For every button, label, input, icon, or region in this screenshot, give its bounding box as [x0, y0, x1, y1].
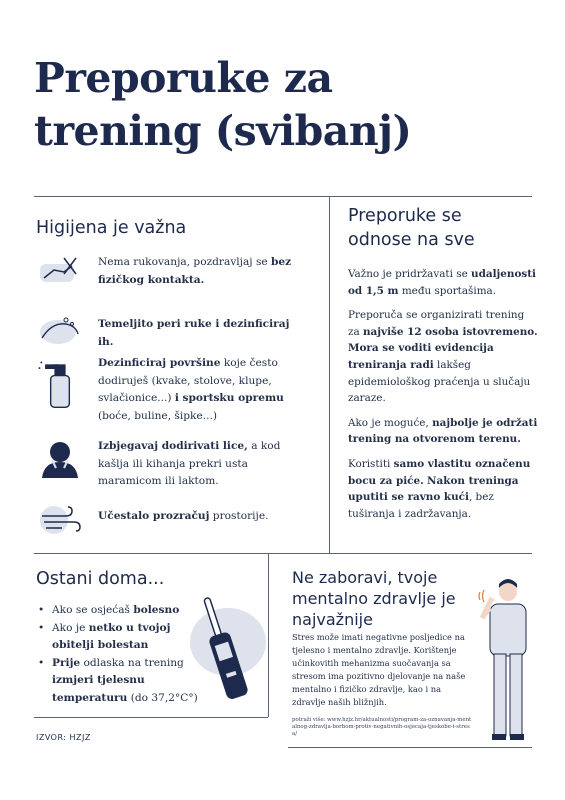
hygiene-item-disinfect — [36, 355, 306, 425]
hygiene-item-ventilate — [36, 500, 306, 540]
general-paragraph: Koristiti samo vlastitu označenu bocu za piće. Nakon treninga uputiti se ravno kući, bez tuširanja i zadržavanja. — [348, 457, 531, 520]
general-paragraph: Važno je pridržavati se udaljenosti od 1,5 m među sportašima. — [348, 268, 536, 297]
mental-link[interactable]: potraži više: www.hzjz.hr/aktualnosti/program-za-oznavanja-mentalnog-zdravlja-borbom-protiv-negativnih-osjecaja-tjeskobe-i-stresa/ — [292, 717, 472, 737]
divider-middle — [34, 553, 532, 554]
list-item: • Ako se osjećaš bolesno — [38, 602, 208, 620]
page-title: Preporuke za trening (svibanj) — [34, 54, 412, 155]
mental-heading-line1: Ne zaboravi, tvoje — [292, 568, 438, 587]
face-touch-icon — [36, 438, 84, 478]
hygiene-text-handshake: Nema rukovanja, pozdravljaj se bez fizičkog kontakta. — [98, 256, 292, 286]
mental-heading-line2: mentalno zdravlje je — [292, 589, 456, 608]
mental-heading-line3: najvažnije — [292, 610, 373, 629]
person-on-phone-icon — [478, 578, 538, 748]
general-recommendations — [348, 266, 538, 530]
general-paragraph: Preporuča se organizirati trening za najviše 12 osoba istovremeno. Mora se voditi evidencija treniranja radi lakšeg epidemiološkog praćenja u slučaju zaraze. — [348, 309, 538, 405]
general-paragraph: Ako je moguće, najbolje je održati trening na otvorenom terenu. — [348, 416, 538, 446]
mental-text: Stres može imati negativne posljedice na tjelesno i mentalno zdravlje. Korištenje učinkovitih mehanizma suočavanja sa stresom ima pozitivno djelovanje na naše mentalno i fizičko zdravlje, kao i na zdravlje naših bližnjih. — [292, 632, 466, 707]
list-item: • Prije odlaska na trening izmjeri tjelesnu temperaturu (do 37,2°C°) — [38, 655, 208, 708]
no-handshake-icon — [36, 254, 84, 294]
hygiene-item-face — [36, 438, 306, 491]
divider-top — [34, 196, 532, 197]
hygiene-item-handshake — [36, 254, 306, 294]
general-heading — [348, 204, 475, 252]
divider-bottom-left — [34, 717, 268, 718]
general-heading-line1: Preporuke se — [348, 206, 462, 226]
hygiene-item-handwash — [36, 312, 306, 352]
list-item: • Ako je netko u tvojoj obitelji bolestan — [38, 620, 208, 655]
divider-vertical-bottom — [268, 553, 269, 717]
general-heading-line2: odnose na sve — [348, 230, 475, 250]
handwash-icon — [36, 312, 84, 352]
hygiene-text-handwash: Temeljito peri ruke i dezinficiraj ih. — [98, 318, 290, 348]
source-label: IZVOR: HZJZ — [36, 733, 91, 742]
stay-home-heading: Ostani doma... — [36, 569, 165, 589]
hygiene-text-disinfect: Dezinficiraj površine koje često dodiruješ (kvake, stolove, klupe, svlačionice...) i sportsku opremu (boće, buline, šipke...) — [98, 357, 284, 422]
thermometer-icon — [188, 588, 268, 708]
hygiene-text-ventilate: Učestalo prozračuj prostorije. — [98, 510, 269, 522]
mental-heading — [292, 567, 456, 630]
hygiene-text-face: Izbjegavaj dodirivati lice, a kod kašlja ili kihanja prekri usta maramicom ili laktom. — [98, 440, 281, 487]
wind-icon — [36, 500, 84, 540]
stay-home-list — [38, 602, 208, 707]
divider-vertical-top — [329, 196, 330, 554]
hygiene-heading: Higijena je važna — [36, 218, 187, 238]
spray-bottle-icon — [36, 355, 84, 411]
